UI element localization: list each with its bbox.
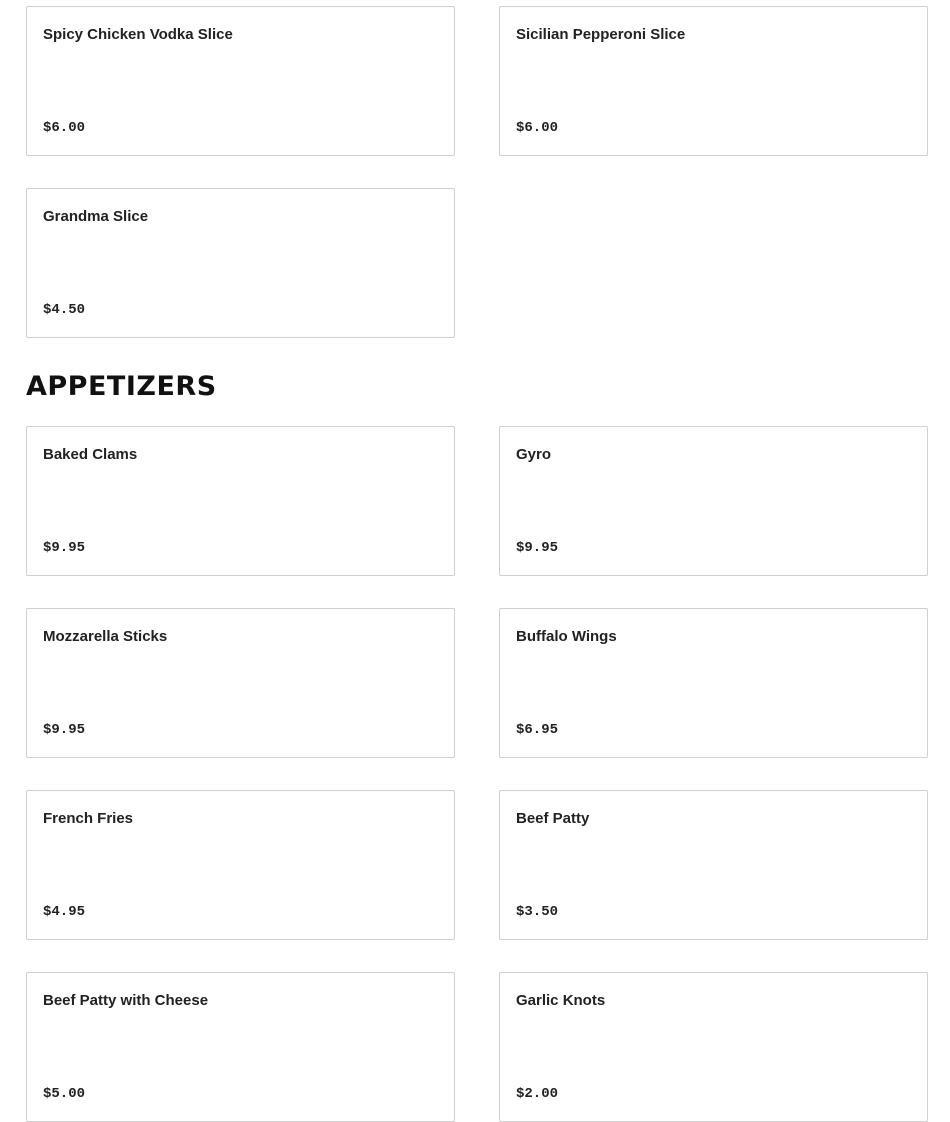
menu-item-price: $9.95 [516, 540, 559, 556]
menu-item-card[interactable] [26, 972, 455, 1122]
menu-item-name: Grandma Slice [43, 208, 149, 225]
menu-item-price: $4.95 [43, 904, 86, 920]
menu-item-name: Buffalo Wings [516, 628, 617, 645]
menu-item-name: Garlic Knots [516, 992, 606, 1009]
menu-grid-appetizers [26, 426, 928, 1122]
menu-item-price: $2.00 [516, 1086, 559, 1102]
menu-item-price: $9.95 [43, 722, 86, 738]
menu-item-card[interactable] [26, 188, 455, 338]
menu-item-price: $6.00 [516, 120, 559, 136]
menu-item-card[interactable] [26, 608, 455, 758]
menu-item-price: $6.95 [516, 722, 559, 738]
menu-item-card[interactable] [499, 972, 928, 1122]
menu-item-name: French Fries [43, 810, 134, 827]
section-heading-appetizers: APPETIZERS [26, 371, 217, 402]
menu-item-name: Mozzarella Sticks [43, 628, 168, 645]
menu-item-price: $9.95 [43, 540, 86, 556]
menu-item-card[interactable] [499, 608, 928, 758]
menu-item-name: Sicilian Pepperoni Slice [516, 26, 686, 43]
menu-item-card[interactable] [499, 6, 928, 156]
menu-item-card[interactable] [26, 790, 455, 940]
menu-item-card[interactable] [499, 426, 928, 576]
menu-item-name: Baked Clams [43, 446, 138, 463]
menu-item-name: Beef Patty [516, 810, 590, 827]
menu-item-price: $5.00 [43, 1086, 86, 1102]
menu-item-name: Beef Patty with Cheese [43, 992, 209, 1009]
menu-container [26, 6, 928, 1122]
menu-item-name: Gyro [516, 446, 552, 463]
menu-item-name: Spicy Chicken Vodka Slice [43, 26, 233, 43]
menu-item-price: $3.50 [516, 904, 559, 920]
menu-grid-slices [26, 6, 928, 338]
menu-item-card[interactable] [26, 6, 455, 156]
menu-item-card[interactable] [499, 790, 928, 940]
menu-item-card[interactable] [26, 426, 455, 576]
menu-item-price: $4.50 [43, 302, 86, 318]
menu-item-price: $6.00 [43, 120, 86, 136]
